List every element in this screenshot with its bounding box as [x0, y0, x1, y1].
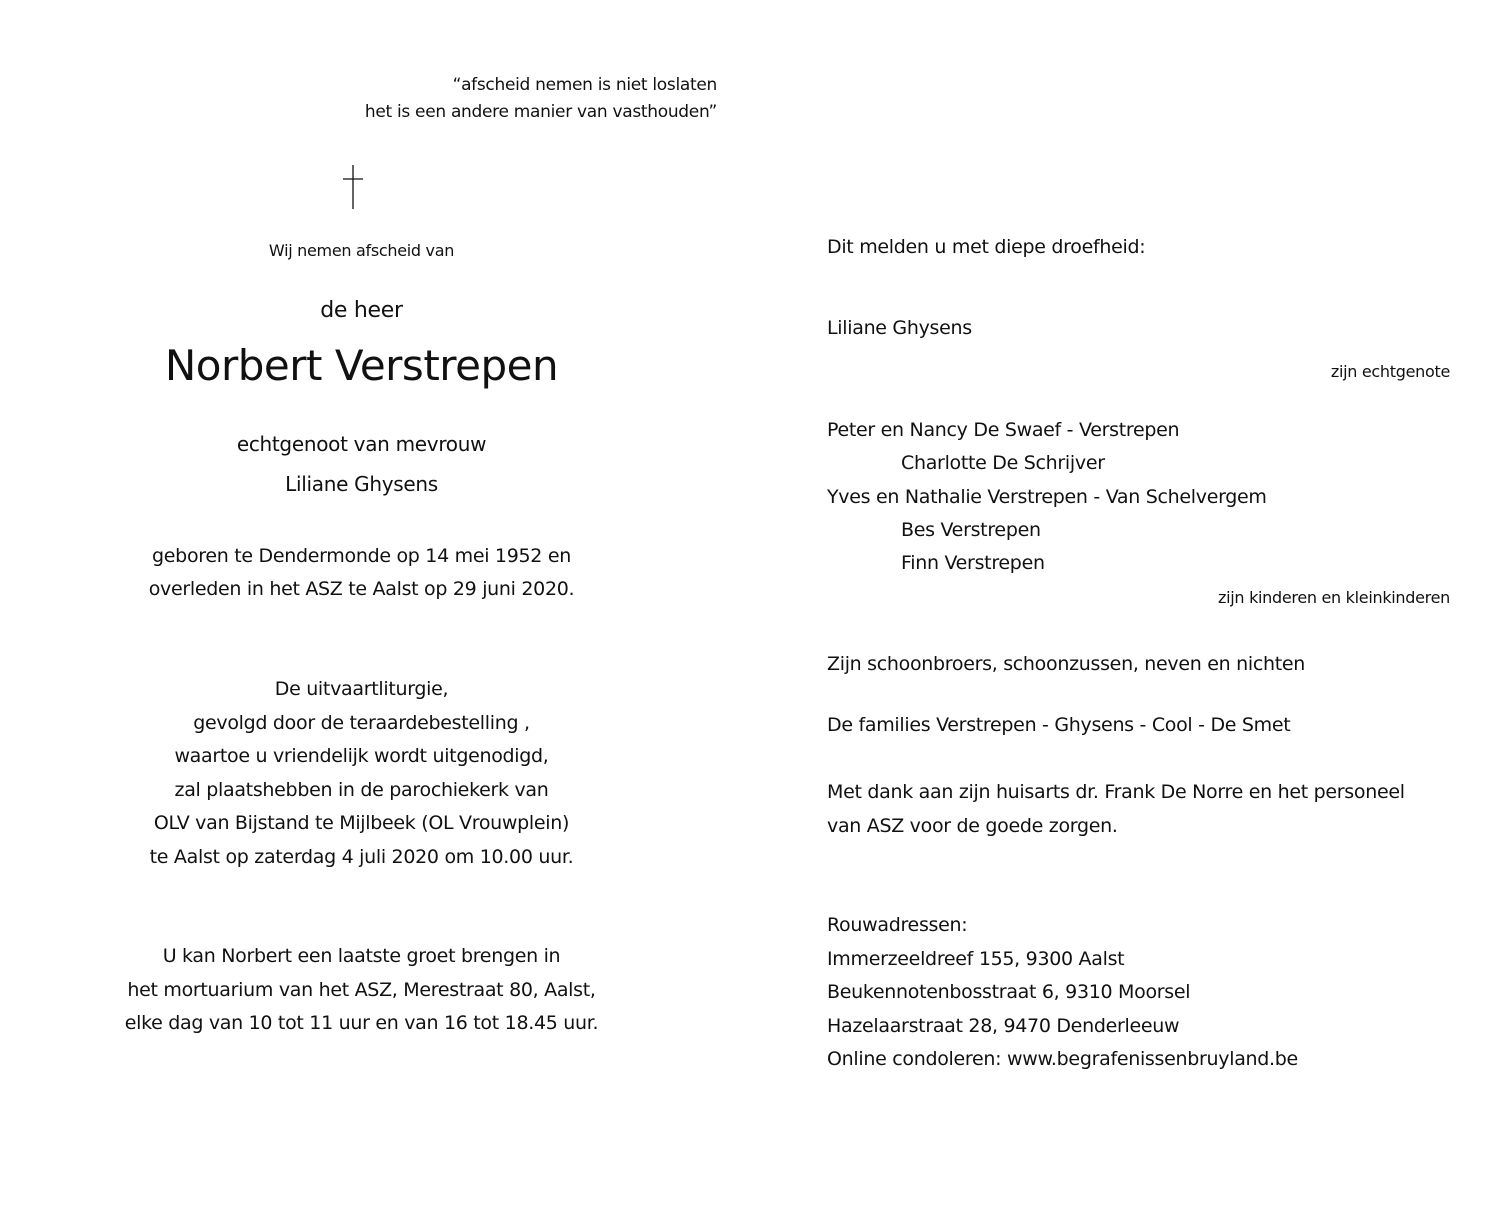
family-member: Yves en Nathalie Verstrepen - Van Schelvergem — [827, 485, 1267, 508]
spouse-line-1: echtgenoot van mevrouw — [236, 432, 487, 456]
birth-death-block — [100, 540, 623, 606]
funeral-liturgy-block — [100, 673, 623, 874]
liturgy-line: waartoe u vriendelijk wordt uitgenodigd, — [174, 745, 549, 767]
thanks-line: Met dank aan zijn huisarts dr. Frank De Norre en het personeel — [827, 781, 1405, 803]
birth-line-2: overleden in het ASZ te Aalst op 29 juni 2020. — [148, 578, 575, 600]
address-line: Beukennotenbosstraat 6, 9310 Moorsel — [827, 981, 1191, 1003]
intro-text: Wij nemen afscheid van — [268, 241, 455, 260]
spouse-block — [100, 424, 623, 504]
liturgy-line: te Aalst op zaterdag 4 juli 2020 om 10.00 uur. — [149, 845, 574, 868]
cross-icon — [339, 165, 367, 209]
family-member-indented: Bes Verstrepen — [901, 518, 1041, 541]
liturgy-line: gevolgd door de teraardebestelling , — [193, 711, 530, 734]
address-line: Hazelaarstraat 28, 9470 Denderleeuw — [827, 1014, 1180, 1037]
children-relation-label: zijn kinderen en kleinkinderen — [1218, 588, 1450, 607]
family-member: Peter en Nancy De Swaef - Verstrepen — [827, 419, 1180, 441]
family-member-indented: Finn Verstrepen — [901, 552, 1045, 575]
families-line: De families Verstrepen - Ghysens - Cool - De Smet — [827, 714, 1291, 736]
liturgy-line: De uitvaartliturgie, — [274, 678, 449, 700]
family-member-indented: Charlotte De Schrijver — [901, 452, 1105, 475]
liturgy-line: zal plaatshebben in de parochiekerk van — [174, 778, 549, 801]
widow-name: Liliane Ghysens — [827, 317, 972, 339]
visit-line: het mortuarium van het ASZ, Merestraat 80, Aalst, — [127, 978, 596, 1001]
quote-line-2: het is een andere manier van vasthouden” — [364, 102, 717, 122]
in-laws-line: Zijn schoonbroers, schoonzussen, neven en nichten — [827, 653, 1306, 675]
spouse-line-2: Liliane Ghysens — [285, 472, 438, 496]
honorific: de heer — [320, 298, 403, 323]
deceased-name: Norbert Verstrepen — [164, 341, 559, 390]
visitation-block — [100, 940, 623, 1041]
visit-line: U kan Norbert een laatste groet brengen in — [162, 945, 561, 967]
widow-relation-label: zijn echtgenote — [1330, 362, 1450, 381]
announcement-heading: Dit melden u met diepe droefheid: — [827, 236, 1146, 258]
thanks-line: van ASZ voor de goede zorgen. — [827, 814, 1118, 837]
address-line: Immerzeeldreef 155, 9300 Aalst — [827, 947, 1125, 970]
birth-line-1: geboren te Dendermonde op 14 mei 1952 en — [152, 545, 571, 567]
online-condolence-line: Online condoleren: www.begrafenissenbruyland.be — [827, 1048, 1298, 1070]
thanks-block — [827, 776, 1405, 843]
liturgy-line: OLV van Bijstand te Mijlbeek (OL Vrouwplein) — [153, 812, 570, 834]
visit-line: elke dag van 10 tot 11 uur en van 16 tot 18.45 uur. — [124, 1012, 599, 1034]
opening-quote — [360, 72, 717, 126]
addresses-heading: Rouwadressen: — [827, 914, 968, 936]
quote-line-1: “afscheid nemen is niet loslaten — [452, 75, 717, 95]
children-grandchildren-list — [827, 414, 1267, 580]
mourning-addresses-block — [827, 909, 1298, 1077]
